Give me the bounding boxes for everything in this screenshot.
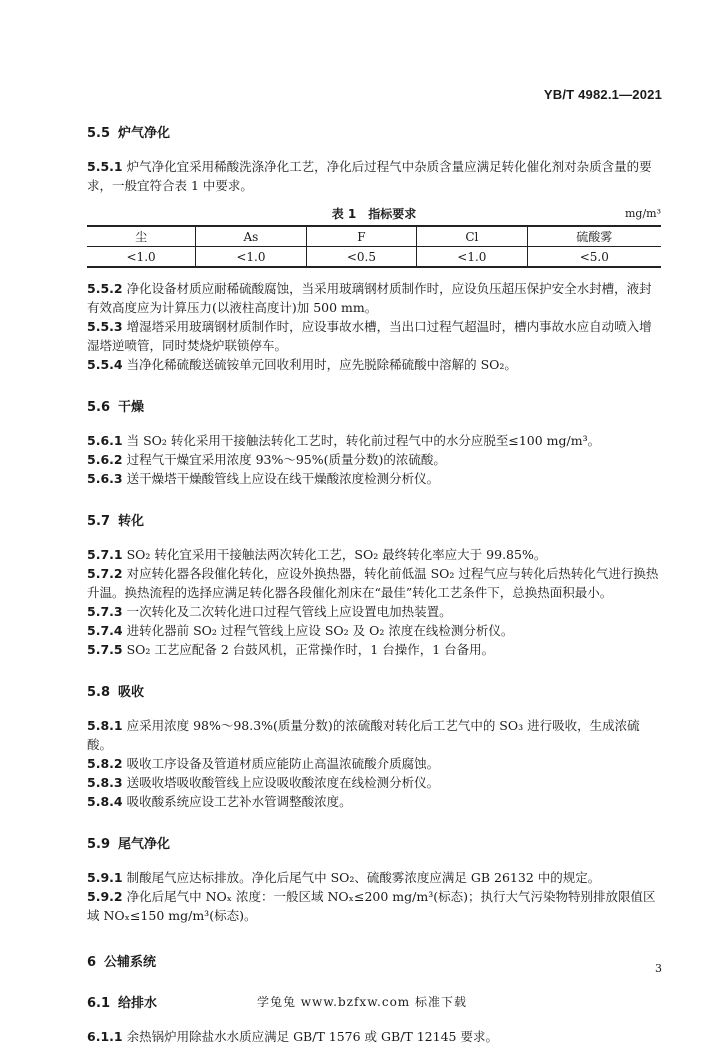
clause-number: 5.8.2 [87, 756, 123, 771]
clause-text: 应采用浓度 98%～98.3%(质量分数)的浓硫酸对转化后工艺气中的 SO₃ 进行吸收，生成浓硫酸。 [87, 718, 640, 752]
section-5-8-heading [87, 681, 661, 700]
table-cell: <0.5 [306, 247, 416, 268]
section-title: 公辅系统 [104, 955, 157, 970]
table-cell: <1.0 [87, 247, 196, 268]
table-header-cell: 硫酸雾 [527, 226, 661, 247]
clause-number: 5.7.5 [87, 642, 123, 657]
standard-code: YB/T 4982.1—2021 [543, 87, 662, 102]
clause-5-5-2 [87, 279, 661, 317]
clause-text: 炉气净化宜采用稀酸洗涤净化工艺，净化后过程气中杂质含量应满足转化催化剂对杂质含量的要求，一般宜符合表 1 中要求。 [87, 159, 652, 193]
table-header-cell: F [306, 226, 416, 247]
clause-5-9-1 [87, 868, 661, 887]
clause-text: 净化设备材质应耐稀硫酸腐蚀，当采用玻璃钢材质制作时，应设负压超压保护安全水封槽，液封有效高度应为计算压力(以液柱高度计)加 500 mm。 [87, 281, 652, 315]
clause-5-7-2 [87, 564, 661, 602]
clause-number: 5.8.3 [87, 775, 123, 790]
clause-5-6-3 [87, 469, 661, 488]
chapter-6-heading [87, 951, 661, 970]
clause-text: 制酸尾气应达标排放。净化后尾气中 SO₂、硫酸雾浓度应满足 GB 26132 中的规定。 [126, 870, 601, 885]
clause-text: 余热锅炉用除盐水水质应满足 GB/T 1576 或 GB/T 12145 要求。 [126, 1029, 498, 1044]
clause-number: 5.5.4 [87, 357, 123, 372]
clause-text: 对应转化器各段催化转化，应设外换热器，转化前低温 SO₂ 过程气应与转化后热转化气进行换热升温。换热流程的选择应满足转化器各段催化剂床在“最佳”转化工艺条件下，总换热面积最小。 [87, 566, 659, 600]
clause-5-8-3 [87, 773, 661, 792]
clause-text: 当 SO₂ 转化采用干接触法转化工艺时，转化前过程气中的水分应脱至≤100 mg/m³。 [126, 433, 601, 448]
table-cell: <1.0 [417, 247, 527, 268]
clause-text: 送吸收塔吸收酸管线上应设吸收酸浓度在线检测分析仪。 [126, 775, 440, 790]
clause-6-1-1 [87, 1027, 661, 1046]
clause-5-8-1 [87, 716, 661, 754]
section-title: 转化 [118, 514, 145, 529]
section-number: 5.9 [87, 837, 111, 852]
table-header-row [87, 226, 661, 247]
section-5-6-heading [87, 396, 661, 415]
section-title: 给排水 [118, 996, 158, 1011]
clause-number: 6.1.1 [87, 1029, 123, 1044]
clause-5-5-3 [87, 317, 661, 355]
page-number: 3 [655, 962, 662, 975]
section-title: 干燥 [118, 400, 145, 415]
clause-text: 当净化稀硫酸送硫铵单元回收利用时，应先脱除稀硫酸中溶解的 SO₂。 [126, 357, 517, 372]
section-title: 吸收 [118, 685, 145, 700]
clause-text: 增湿塔采用玻璃钢材质制作时，应设事故水槽，当出口过程气超温时，槽内事故水应自动喷入增湿塔逆喷管，同时焚烧炉联锁停车。 [87, 319, 652, 353]
section-5-9-heading [87, 833, 661, 852]
section-number: 6.1 [87, 996, 111, 1011]
section-title: 炉气净化 [118, 126, 171, 141]
table-row [87, 247, 661, 268]
clause-number: 5.6.2 [87, 452, 123, 467]
section-5-7-heading [87, 510, 661, 529]
clause-number: 5.8.1 [87, 718, 123, 733]
section-number: 5.7 [87, 514, 111, 529]
table-header-cell: 尘 [87, 226, 196, 247]
clause-number: 5.6.1 [87, 433, 123, 448]
clause-number: 5.7.2 [87, 566, 123, 581]
table-title: 表 1 指标要求 [331, 207, 417, 221]
clause-number: 5.7.1 [87, 547, 123, 562]
clause-number: 5.5.1 [87, 159, 123, 174]
indicator-table [87, 225, 661, 268]
table-unit: mg/m³ [624, 207, 661, 220]
footer-watermark: 学兔兔 www.bzfxw.com 标准下载 [256, 995, 468, 1009]
clause-5-7-1 [87, 545, 661, 564]
clause-text: 一次转化及二次转化进口过程气管线上应设置电加热装置。 [126, 604, 452, 619]
clause-number: 5.6.3 [87, 471, 123, 486]
table-caption [87, 205, 661, 223]
table-cell: <5.0 [527, 247, 661, 268]
clause-5-5-1 [87, 157, 661, 195]
clause-5-7-4 [87, 621, 661, 640]
clause-5-6-2 [87, 450, 661, 469]
clause-number: 5.9.2 [87, 889, 123, 904]
clause-5-9-2 [87, 887, 661, 925]
table-header-cell: Cl [417, 226, 527, 247]
section-number: 5.8 [87, 685, 111, 700]
clause-text: SO₂ 工艺应配备 2 台鼓风机，正常操作时，1 台操作，1 台备用。 [126, 642, 495, 657]
section-title: 尾气净化 [118, 837, 171, 852]
clause-5-7-3 [87, 602, 661, 621]
clause-5-6-1 [87, 431, 661, 450]
clause-text: 净化后尾气中 NOₓ 浓度：一般区域 NOₓ≤200 mg/m³(标态)；执行大气污染物特别排放限值区域 NOₓ≤150 mg/m³(标态)。 [87, 889, 656, 923]
clause-text: 过程气干燥宜采用浓度 93%～95%(质量分数)的浓硫酸。 [126, 452, 446, 467]
document-body [87, 122, 661, 1046]
clause-number: 5.8.4 [87, 794, 123, 809]
clause-5-5-4 [87, 355, 661, 374]
table-header-cell: As [196, 226, 306, 247]
clause-5-7-5 [87, 640, 661, 659]
clause-number: 5.9.1 [87, 870, 123, 885]
section-5-5-heading [87, 122, 661, 141]
table-cell: <1.0 [196, 247, 306, 268]
clause-number: 5.7.3 [87, 604, 123, 619]
clause-number: 5.5.3 [87, 319, 123, 334]
clause-5-8-2 [87, 754, 661, 773]
section-number: 6 [87, 955, 97, 970]
clause-5-8-4 [87, 792, 661, 811]
clause-text: 吸收酸系统应设工艺补水管调整酸浓度。 [126, 794, 352, 809]
clause-number: 5.7.4 [87, 623, 123, 638]
clause-text: 吸收工序设备及管道材质应能防止高温浓硫酸介质腐蚀。 [126, 756, 440, 771]
clause-number: 5.5.2 [87, 281, 123, 296]
section-number: 5.5 [87, 126, 111, 141]
clause-text: 进转化器前 SO₂ 过程气管线上应设 SO₂ 及 O₂ 浓度在线检测分析仪。 [126, 623, 514, 638]
clause-text: 送干燥塔干燥酸管线上应设在线干燥酸浓度检测分析仪。 [126, 471, 440, 486]
clause-text: SO₂ 转化宜采用干接触法两次转化工艺，SO₂ 最终转化率应大于 99.85%。 [126, 547, 547, 562]
section-number: 5.6 [87, 400, 111, 415]
